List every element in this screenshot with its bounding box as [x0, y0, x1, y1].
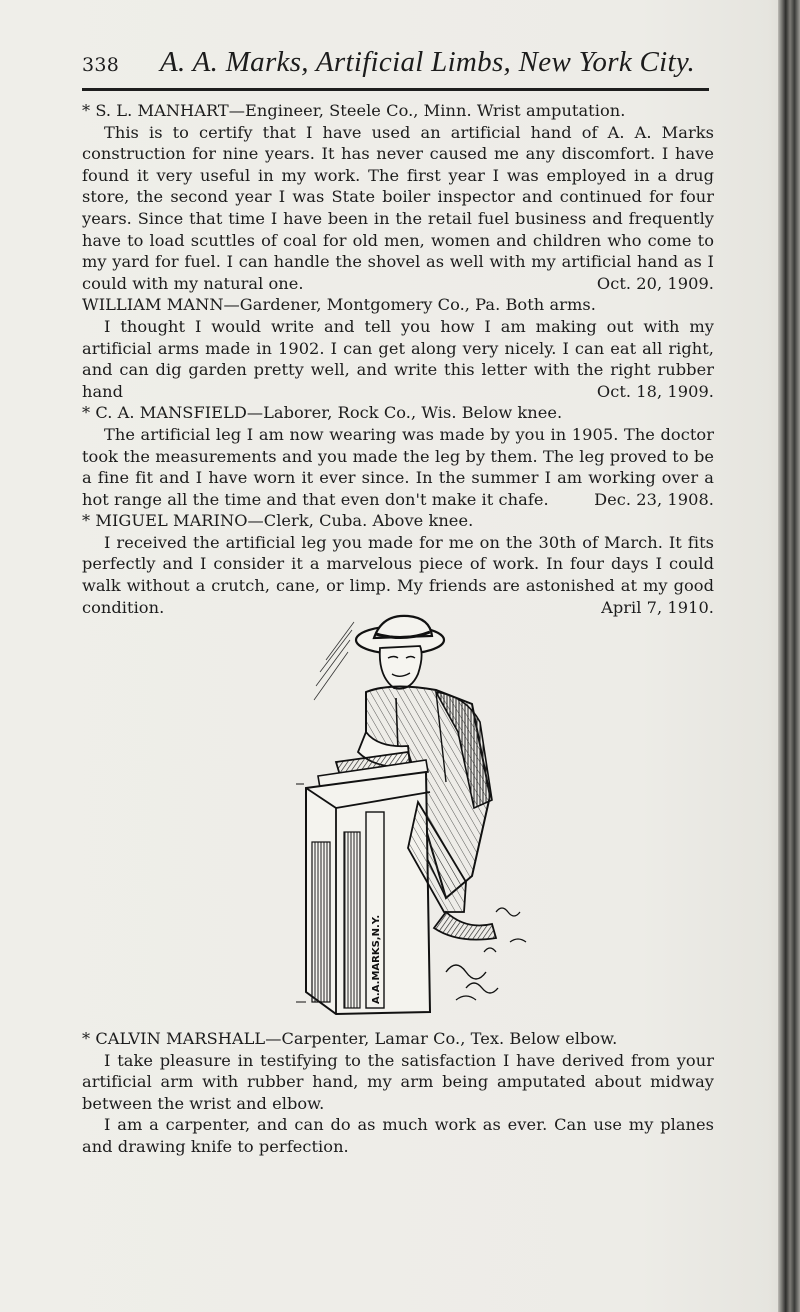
testimonial-body: I thought I would write and tell you how I am making out with my artificial arms made in 1902. I can get along very nicely. I can eat all right, and can dig garden pretty well, and write this letter with the right rubber hand Oct. 18, 1909.	[82, 316, 714, 401]
testimonial-marshall	[82, 1028, 714, 1158]
testimonial-date: April 7, 1910.	[601, 597, 714, 617]
testimonial-date: Oct. 20, 1909.	[596, 273, 714, 293]
testimonial-date: Oct. 18, 1909.	[596, 381, 714, 401]
testimonial-body: I received the artificial leg you made for me on the 30th of March. It fits perfectly and I consider it a marvelous piece of work. In four days I could walk without a crutch, cane, or limp. My friends are astonished at my good condition. April 7, 1910.	[82, 532, 714, 617]
book-spine-shadow	[778, 0, 800, 1312]
testimonials-bottom	[82, 1028, 714, 1158]
page-number: 338	[82, 54, 120, 76]
testimonial-heading: * CALVIN MARSHALL—Carpenter, Lamar Co., Tex. Below elbow.	[82, 1029, 618, 1048]
carpenter-illustration	[296, 612, 578, 1022]
testimonial-body: I am a carpenter, and can do as much work as ever. Can use my planes and drawing knife to perfection.	[82, 1115, 714, 1156]
testimonial-marino	[82, 510, 714, 618]
testimonial-heading: * S. L. MANHART—Engineer, Steele Co., Minn. Wrist amputation.	[82, 101, 626, 120]
header-rule	[82, 88, 709, 91]
testimonial-mansfield	[82, 402, 714, 510]
testimonials-top	[82, 100, 714, 618]
testimonial-heading: * MIGUEL MARINO—Clerk, Cuba. Above knee.	[82, 511, 474, 531]
testimonial-body: This is to certify that I have used an artificial hand of A. A. Marks construction for nine years. It has never caused me any discomfort. I have found it very useful in my work. The first year I was employed in a drug store, the second year I was State boiler inspector and continued for four years. Since that time I have been in the retail fuel business and frequently have to load scuttles of coal for old men, women and children who come to my yard for fuel. I can handle the shovel as well with my artificial hand as I could with my natural one. Oct. 20, 1909.	[82, 122, 714, 293]
testimonial-heading: * C. A. MANSFIELD—Laborer, Rock Co., Wis. Below knee.	[82, 403, 563, 423]
testimonial-heading: WILLIAM MANN—Gardener, Montgomery Co., Pa. Both arms.	[82, 295, 596, 315]
testimonial-date: Dec. 23, 1908.	[594, 489, 714, 509]
testimonial-body: I take pleasure in testifying to the satisfaction I have derived from your artificial arm with rubber hand, my arm being amputated about midway between the wrist and elbow.	[82, 1050, 714, 1113]
testimonial-manhart	[82, 100, 714, 294]
running-header	[82, 46, 722, 86]
testimonial-body: The artificial leg I am now wearing was made by you in 1905. The doctor took the measurements and you made the leg by them. The leg proved to be a fine fit and I have worn it ever since. In the summer I am working over a hot range all the time and that even don't make it chafe. Dec. 23, 1908.	[82, 424, 714, 509]
bench-stamp-text: A.A.MARKS,N.Y.	[371, 914, 382, 1004]
testimonial-mann	[82, 294, 714, 402]
running-title: A. A. Marks, Artificial Limbs, New York City.	[160, 46, 696, 78]
